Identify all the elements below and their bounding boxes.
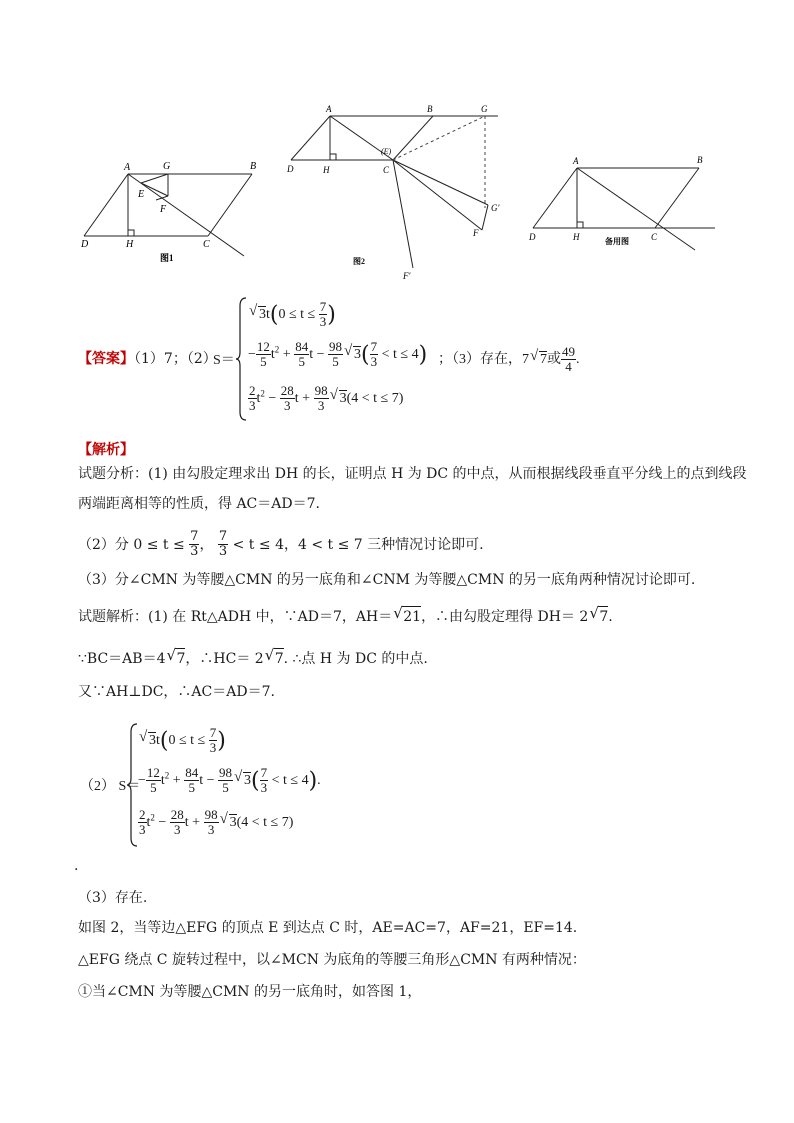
- answer-seven: 7: [522, 352, 529, 368]
- answer-row3-sqrt: √ 3: [339, 390, 347, 407]
- analysis-row3-d2: 3: [174, 822, 181, 838]
- fig1-label-E: E: [138, 189, 145, 200]
- fig1-label-B: B: [250, 161, 257, 172]
- analysis-row2-n3: 98: [219, 765, 232, 780]
- answer-d4: 4: [565, 359, 572, 375]
- analysis-row2-cond: < t ≤ 4: [271, 773, 309, 789]
- figure-2: [283, 100, 523, 285]
- analysis-line-4: （3）分∠CMN 为等腰△CMN 的另一底角和∠CNM 为等腰△CMN 的另一底角两种情况讨论即可.: [78, 572, 696, 588]
- answer-row3-frac1: [248, 384, 257, 414]
- analysis-l6-sqrt7b: √ 7: [274, 648, 284, 669]
- fig3-caption: 备用图: [605, 237, 629, 246]
- fig2-label-Gp: G′: [491, 203, 500, 213]
- analysis-row-3: [138, 808, 293, 838]
- answer-sqrt7: √ 7: [539, 351, 547, 368]
- analysis-row2-sqrt: √ 3: [243, 772, 251, 789]
- analysis-line-10: 如图 2，当等边△EFG 的顶点 E 到达点 C 时，AE=AC=7，AF=21，EF=14.: [78, 920, 578, 936]
- answer-part1: （1）7；（2）: [134, 351, 217, 367]
- answer-row-2: − $\frac{12}{5}$ $t^2$ + $\frac{84}{5}$ t − $\frac{98}{5}$ √ 3( $\frac{7}{3}$ < t ≤ 4): [248, 340, 427, 370]
- answer-row2-frac2: [294, 340, 309, 370]
- analysis-row3-n2: 28: [170, 807, 184, 822]
- analysis-row2-n2: 84: [185, 765, 199, 780]
- answer-row3-pow: 2: [260, 388, 265, 399]
- fig2-label-Fp: F′: [403, 271, 411, 281]
- fig2-label-A: A: [326, 104, 332, 114]
- analysis-l3n1: 7: [190, 529, 199, 544]
- analysis-row2-frac3: [218, 766, 233, 796]
- answer-row3-n3: 98: [314, 383, 328, 398]
- analysis-p2-end: .: [317, 773, 321, 789]
- analysis-row3-n1: 2: [139, 807, 146, 822]
- analysis-row1-den: 3: [209, 740, 217, 756]
- analysis-row2-minus: −: [138, 773, 146, 789]
- fig2-label-B: B: [427, 104, 433, 114]
- analysis-row3-frac1: [138, 808, 147, 838]
- fig2-label-H: H: [323, 165, 330, 175]
- answer-row-1: √ 3t(0 ≤ t ≤ $\frac{7}{3}$ ): [248, 300, 336, 330]
- analysis-row1-cond: 0 ≤ t ≤: [168, 733, 206, 749]
- answer-row3-frac3: [314, 384, 329, 414]
- answer-row2-cond: < t ≤ 4: [381, 347, 419, 363]
- answer-brace: [236, 296, 248, 422]
- answer-row2-cd: 3: [370, 354, 378, 370]
- analysis-line-6: [78, 648, 428, 669]
- answer-row2-n1: 12: [256, 339, 270, 354]
- analysis-line-5: [78, 606, 613, 627]
- analysis-row2-frac4: [260, 766, 269, 796]
- analysis-l6c: . ∴点 H 为 DC 的中点.: [283, 651, 428, 667]
- analysis-row2-plus: +: [172, 773, 181, 789]
- answer-row2-frac1: [256, 340, 271, 370]
- analysis-l3n2: 7: [218, 529, 228, 544]
- fig2-caption: 图2: [353, 257, 365, 266]
- analysis-l3-frac2: [218, 530, 228, 560]
- analysis-line-12: ①当∠CMN 为等腰△CMN 的另一底角时，如答图 1，: [78, 984, 422, 1000]
- analysis-l5b: ，∴由勾股定理得 DH＝ 2: [421, 609, 589, 625]
- answer-row2-d1: 5: [260, 354, 267, 370]
- fig1-label-G: G: [163, 161, 171, 172]
- answer-row2-minus: −: [248, 347, 256, 363]
- analysis-row1-num: 7: [209, 725, 217, 740]
- analysis-row-1: √ 3t(0 ≤ t ≤ $\frac{7}{3}$ ): [138, 726, 226, 756]
- analysis-row1-frac: [209, 726, 218, 756]
- fig2-label-D: D: [287, 164, 294, 174]
- analysis-row2-frac2: [184, 766, 199, 796]
- answer-row3-n1: 2: [249, 383, 256, 398]
- analysis-l5c: .: [608, 609, 613, 625]
- fig1-label-A: A: [124, 162, 131, 173]
- analysis-line-3: [78, 530, 484, 560]
- answer-row1-sqrt: √ 3: [258, 306, 266, 323]
- analysis-line-2: 两端距离相等的性质，得 AC＝AD＝7.: [78, 496, 320, 512]
- analysis-l3-frac1: [189, 530, 199, 560]
- analysis-row3-n3: 98: [204, 807, 218, 822]
- fig1-label-H: H: [126, 239, 134, 250]
- answer-row1-cond: 0 ≤ t ≤: [278, 307, 316, 323]
- fig2-label-E: (E): [381, 147, 392, 156]
- answer-row2-frac4: [370, 340, 379, 370]
- analysis-row2-d2: 5: [188, 780, 195, 796]
- answer-row2-pow: 2: [274, 344, 280, 355]
- answer-row2-d3: 5: [332, 354, 339, 370]
- answer-row2-t2: t: [270, 347, 275, 363]
- answer-row2-n2: 84: [295, 339, 309, 354]
- answer-row3-d2: 3: [284, 398, 291, 414]
- analysis-row3-d1: 3: [139, 822, 146, 838]
- analysis-l3a: （2）分 0 ≤ t ≤: [78, 536, 185, 553]
- answer-row1-num: 7: [319, 299, 327, 314]
- answer-n49: 49: [562, 344, 575, 359]
- analysis-row2-d1: 5: [150, 780, 157, 796]
- figure-1-svg: [78, 150, 278, 265]
- answer-row1-den: 3: [319, 314, 327, 330]
- fig1-caption: 图1: [160, 253, 174, 263]
- analysis-tag: 【解析】: [78, 442, 134, 458]
- fig2-label-C: C: [383, 165, 390, 175]
- fig3-label-H: H: [573, 232, 580, 242]
- figure-3-svg: [525, 150, 725, 260]
- answer-period: .: [576, 352, 580, 368]
- answer-row3-d1: 3: [249, 398, 256, 414]
- analysis-line-9: （3）存在.: [78, 890, 148, 906]
- analysis-row2-t: t −: [199, 773, 215, 789]
- answer-row2-frac3: [328, 340, 343, 370]
- analysis-row3-t: t +: [184, 815, 201, 831]
- analysis-l6-sqrt7a: √ 7: [175, 648, 185, 669]
- analysis-row3-minus: −: [158, 815, 167, 831]
- fig1-label-D: D: [81, 239, 89, 250]
- answer-row2-d2: 5: [298, 354, 305, 370]
- answer-tag: 【答案】: [78, 351, 134, 367]
- answer-row3-minus: −: [268, 391, 277, 407]
- analysis-l5a: 试题解析：(1) 在 Rt△ADH 中，∵AD＝7，AH＝: [78, 609, 393, 625]
- fig3-label-C: C: [651, 232, 658, 242]
- answer-part3: ；（3）存在，: [438, 352, 522, 368]
- analysis-l3c: < t ≤ 4，4 < t ≤ 7 三种情况讨论即可.: [232, 536, 484, 553]
- fig3-label-D: D: [529, 232, 536, 242]
- answer-line: [78, 349, 217, 369]
- answer-row2-n3: 98: [329, 339, 342, 354]
- answer-row2-cn: 7: [370, 339, 378, 354]
- answer-frac-49-4: [561, 345, 576, 375]
- analysis-l5-sqrt21: √ 21: [402, 606, 421, 627]
- analysis-row2-n1: 12: [146, 765, 160, 780]
- answer-row3-t: t +: [294, 391, 311, 407]
- answer-S: S＝: [213, 353, 235, 368]
- answer-row1-t: t: [266, 307, 270, 323]
- answer-tail: [438, 345, 580, 375]
- analysis-row2-pow: 2: [164, 770, 170, 781]
- analysis-row-2: − $\frac{12}{5}$ $t^2$ + $\frac{84}{5}$ t − $\frac{98}{5}$ √ 3( $\frac{7}{3}$ < t ≤ 4).: [138, 766, 321, 796]
- analysis-row3-t2: t: [146, 815, 151, 831]
- analysis-l3b: ，: [199, 536, 214, 553]
- analysis-row3-frac3: [204, 808, 219, 838]
- analysis-row3-sqrt: √ 3: [229, 814, 237, 831]
- figure-3: [525, 150, 725, 260]
- fig1-label-C: C: [203, 239, 210, 250]
- figure-1: [78, 150, 278, 265]
- analysis-row1-sqrt: √ 3: [148, 732, 156, 749]
- answer-row-3: [248, 384, 403, 414]
- fig2-label-F: F: [473, 228, 479, 238]
- fig2-label-G: G: [481, 104, 488, 114]
- answer-row3-n2: 28: [280, 383, 294, 398]
- analysis-row2-d3: 5: [222, 780, 229, 796]
- analysis-l6a: ∵BC＝AB＝4: [78, 651, 166, 667]
- analysis-row3-cond: (4 < t ≤ 7): [236, 815, 294, 831]
- fig3-label-A: A: [573, 156, 579, 166]
- analysis-dot: .: [74, 858, 79, 874]
- analysis-l3d1: 3: [190, 544, 199, 560]
- answer-row3-t2: t: [256, 391, 261, 407]
- analysis-line-7: 又∵AH⊥DC，∴AC＝AD＝7.: [78, 684, 275, 700]
- answer-row3-frac2: [280, 384, 295, 414]
- analysis-l6b: ，∴HC＝ 2: [185, 651, 264, 667]
- analysis-row2-cd: 3: [260, 780, 268, 796]
- fig3-label-B: B: [697, 155, 703, 165]
- answer-or: 或: [547, 352, 561, 368]
- analysis-p2-label: （2） S＝: [80, 779, 141, 794]
- analysis-l5-sqrt7: √ 7: [598, 606, 608, 627]
- analysis-line-1: 试题分析：(1) 由勾股定理求出 DH 的长，证明点 H 为 DC 的中点，从而根据线段垂直平分线上的点到线段: [78, 466, 747, 482]
- answer-row3-cond: (4 < t ≤ 7): [346, 391, 404, 407]
- fig1-label-F: F: [160, 204, 167, 215]
- analysis-row3-d3: 3: [207, 822, 215, 838]
- analysis-row3-frac2: [170, 808, 185, 838]
- analysis-row3-pow: 2: [150, 812, 155, 823]
- analysis-row2-cn: 7: [260, 765, 268, 780]
- analysis-l3d2: 3: [218, 544, 228, 560]
- answer-row1-frac: [319, 300, 328, 330]
- answer-row2-t: t −: [309, 347, 325, 363]
- analysis-line-11: △EFG 绕点 C 旋转过程中，以∠MCN 为底角的等腰三角形△CMN 有两种情况：: [78, 952, 586, 968]
- answer-row2-sqrt: √ 3: [353, 346, 361, 363]
- analysis-row1-t: t: [156, 733, 160, 749]
- figure-2-svg: [283, 100, 523, 285]
- answer-row2-plus: +: [282, 347, 291, 363]
- analysis-row2-frac1: [146, 766, 161, 796]
- answer-row3-d3: 3: [317, 398, 325, 414]
- analysis-row2-t2: t: [160, 773, 165, 789]
